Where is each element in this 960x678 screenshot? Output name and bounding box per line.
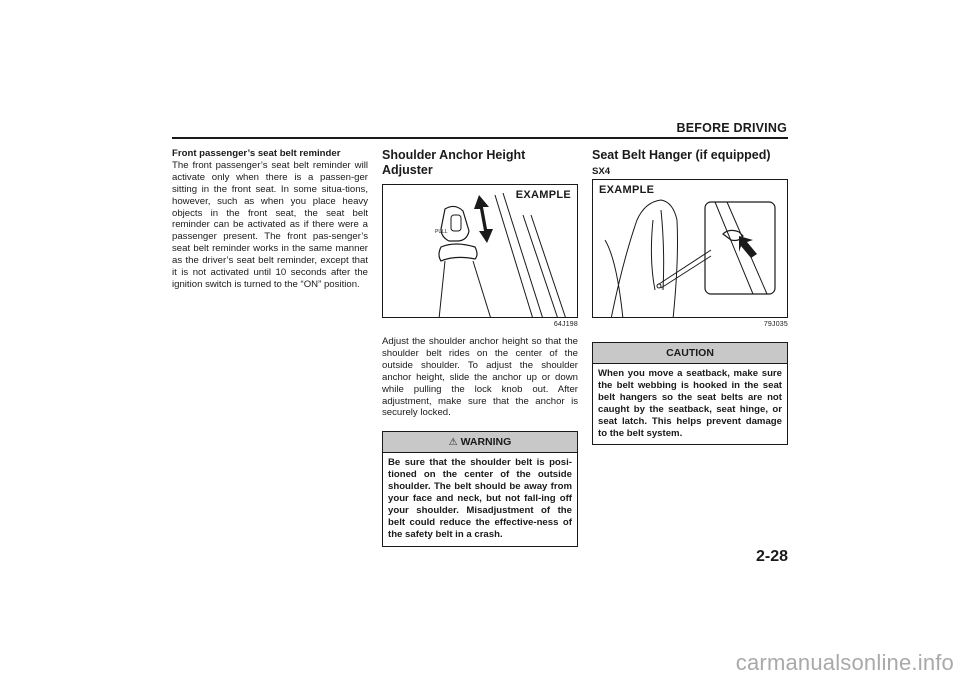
seat-belt-hanger-figure [592,179,788,318]
warning-box [382,431,578,546]
shoulder-anchor-title: Shoulder Anchor Height Adjuster [382,148,526,177]
header-rule [172,137,788,139]
figure-label: EXAMPLE [599,184,655,196]
shoulder-anchor-figure [382,184,578,318]
figure-code: 79J035 [763,321,788,328]
warning-title: WARNING [460,436,512,449]
seat-belt-hanger-illustration [593,180,788,318]
figure-label: EXAMPLE [515,189,571,201]
reminder-paragraph [172,148,368,291]
caution-title: CAUTION [593,343,787,364]
page-number: 2-28 [755,548,788,565]
reminder-text: The front passenger’s seat belt reminder will activate only when there is a passen-ger sitting in the front seat. In some situa-tions, however, such as when you place heavy objects in the front seat, the seat belt reminder can be activated as if there were a passenger present. The front pas-senger’s seat belt reminder works in the same manner as the driver’s seat belt reminder, except that it is not activated until 10 seconds after the ignition switch is turned to the “ON” position. [172,159,368,290]
shoulder-anchor-illustration [383,185,578,318]
watermark: carmanualsonline.info [735,650,954,675]
up-arrow-icon [739,236,757,258]
caution-box [592,342,788,445]
anchor-mini-label: PULL [435,229,448,235]
reminder-heading: Front passenger’s seat belt reminder [172,148,341,159]
caution-text: When you move a seatback, make sure the belt webbing is hooked in the seat belt hangers so the seat belts are not caught by the seatback, seat hinge, or seat latch. This helps prevent damage to the belt system. [598,368,782,439]
up-down-arrow-icon [474,195,493,243]
header-title: BEFORE DRIVING [676,121,787,135]
seat-belt-hanger-title: Seat Belt Hanger (if equipped) [592,148,771,162]
warning-text: Be sure that the shoulder belt is posi-tioned on the center of the outside shoulder. The belt should be away from your face and neck, but not fall-ing off your shoulder. Misadjustment of the belt could reduce the effective-ness of the safety belt in a crash. [388,457,572,540]
shoulder-anchor-text: Adjust the shoulder anchor height so that the shoulder belt rides on the center of the outside shoulder. To adjust the shoulder anchor height, slide the anchor up or down while pulling the lock knob out. After adjustment, make sure that the anchor is securely locked. [382,336,578,419]
warning-icon: ⚠ [448,437,458,449]
model-subtitle: SX4 [592,166,611,177]
warning-header [383,432,577,453]
column-3 [592,148,788,445]
column-2 [382,148,578,547]
figure-code: 64J198 [553,321,578,328]
column-1 [172,148,368,291]
